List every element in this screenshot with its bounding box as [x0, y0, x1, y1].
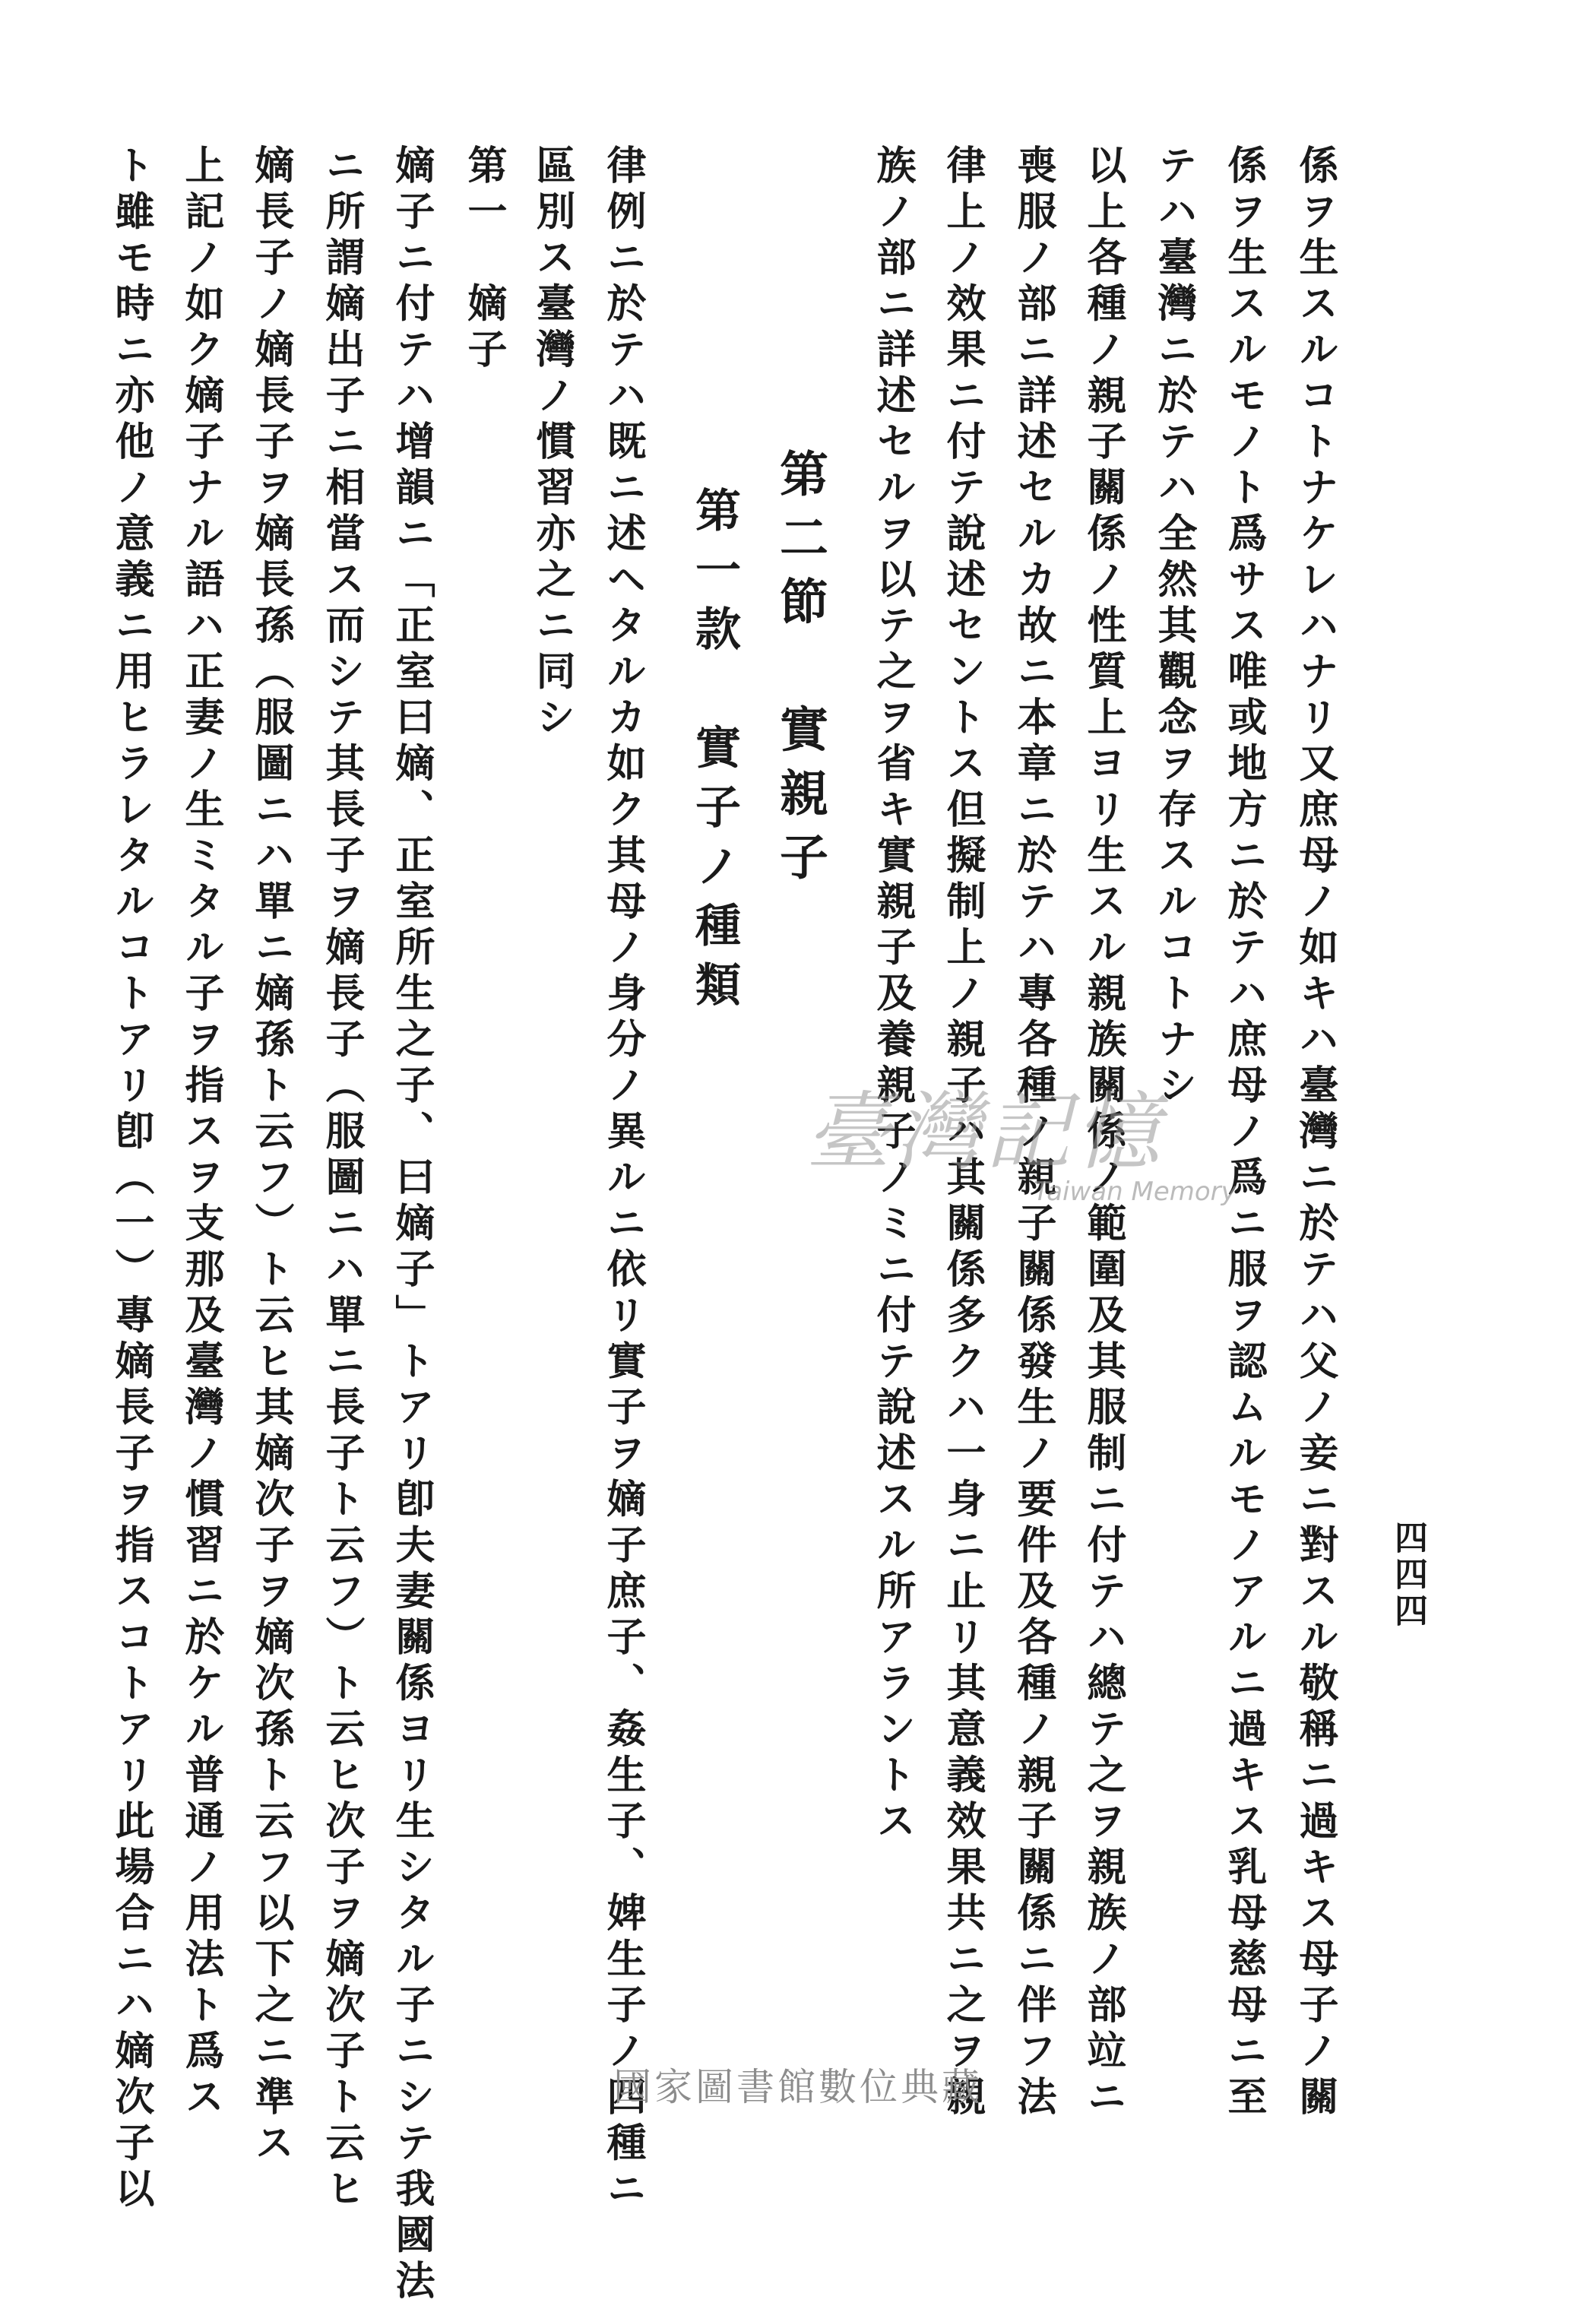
footer-archive-label: 國家圖書館數位典藏: [613, 2065, 983, 2109]
text-column-10: 嫡子ニ付テハ增韻ニ「正室曰嫡、正室所生之子、曰嫡子」トアリ卽夫妻關係ヨリ生シタル子ニシテ我國法: [388, 144, 435, 2306]
watermark-subtext: Taiwan Memory: [1034, 1177, 1237, 1207]
text-column-1: 係ヲ生スルコトナケレハナリ又庶母ノ如キハ臺灣ニ於テハ父ノ妾ニ對スル敬稱ニ過キス母子ノ關: [1292, 144, 1338, 2122]
text-column-6: 律上ノ效果ニ付テ說述セントス但擬制上ノ親子ハ其關係多クハ一身ニ止リ其意義效果共ニ之ヲ親: [939, 144, 986, 2122]
text-column-13: 上記ノ如ク嫡子ナル語ハ正妻ノ生ミタル子ヲ指スヲ支那及臺灣ノ慣習ニ於ケル普通ノ用法ト爲ス: [178, 144, 224, 2122]
section-title: 第二節 實親子: [771, 448, 828, 895]
subsection-title: 第一款 實子ノ種類: [688, 486, 741, 1020]
watermark-logo-text: 臺灣記憶: [806, 1083, 1164, 1182]
text-column-8: 律例ニ於テハ既ニ述ヘタルカ如ク其母ノ身分ノ異ルニ依リ實子ヲ嫡子庶子、姦生子、婢生子ノ四種ニ: [600, 144, 646, 2214]
text-column-7: 族ノ部ニ詳述セルヲ以テ之ヲ省キ實親子及養親子ノミニ付テ說述スル所アラントス: [869, 144, 916, 1846]
item-heading: 第一 嫡子: [461, 144, 507, 375]
page-number: 四四四: [1389, 1520, 1427, 1630]
text-column-14: ト雖モ時ニ亦他ノ意義ニ用ヒラレタルコトアリ卽（一）專嫡長子ヲ指スコトアリ此場合ニハ嫡次子以: [108, 144, 154, 2214]
text-column-2: 係ヲ生スルモノト爲サス唯或地方ニ於テハ庶母ノ爲ニ服ヲ認ムルモノアルニ過キス乳母慈母ニ至: [1221, 144, 1267, 2122]
text-column-12: 嫡長子ノ嫡長子ヲ嫡長孫（服圖ニハ單ニ嫡孫ト云フ）ト云ヒ其嫡次子ヲ嫡次孫ト云フ以下之ニ準ス: [248, 144, 294, 2168]
text-column-11: ニ所謂嫡出子ニ相當ス而シテ其長子ヲ嫡長子（服圖ニハ單ニ長子ト云フ）ト云ヒ次子ヲ嫡次子ト云ヒ: [318, 144, 365, 2214]
text-column-9: 區別ス臺灣ノ慣習亦之ニ同シ: [529, 144, 575, 743]
text-column-4: 以上各種ノ親子關係ノ性質上ヨリ生スル親族關係ノ範圍及其服制ニ付テハ總テ之ヲ親族ノ部竝ニ: [1080, 144, 1126, 2122]
text-column-5: 喪服ノ部ニ詳述セルカ故ニ本章ニ於テハ專各種ノ親子關係發生ノ要件及各種ノ親子關係ニ伴フ法: [1010, 144, 1056, 2122]
text-column-3: テハ臺灣ニ於テハ全然其觀念ヲ存スルコトナシ: [1151, 144, 1197, 1110]
watermark: [806, 1064, 1277, 1216]
